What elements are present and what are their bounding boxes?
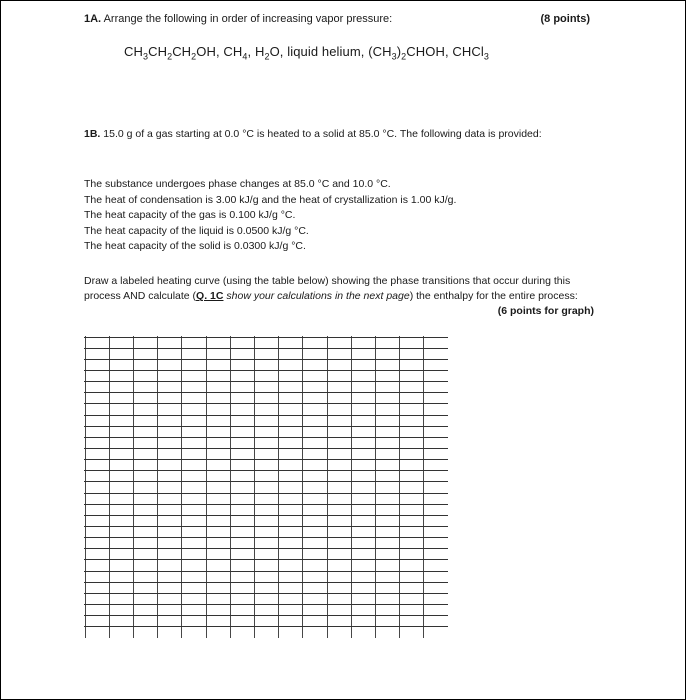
compound-methane: $CH_4$ — [223, 44, 248, 62]
compound-chloroform: CHCl$_3$ — [452, 44, 489, 62]
compound-liquid-helium: liquid helium — [287, 44, 361, 59]
grid-lines — [84, 336, 448, 638]
question-1b — [84, 127, 564, 142]
question-1a-prompt: Arrange the following in order of increasing vapor pressure: — [103, 13, 393, 25]
question-1a-points: (8 points) — [540, 13, 590, 25]
compound-water: $H_2O$ — [254, 44, 280, 62]
question-1a — [84, 13, 594, 25]
compound-isopropanol: $(CH_3)_2CHOH$ — [368, 44, 445, 62]
graph-points: (6 points for graph) — [497, 305, 594, 317]
question-1b-label: 1B. — [84, 128, 101, 140]
question-1a-label: 1A. — [84, 13, 102, 25]
question-1b-text: 15.0 g of a gas starting at 0.0 °C is heated to a solid at 85.0 °C. The following data is provided: — [103, 128, 542, 140]
question-reference: Q. 1C — [196, 290, 224, 302]
compound-list: $CH_3CH_2CH_2OH$, $CH_4$, $H_2O$, liquid helium, $(CH_3)_2CHOH$, CHCl$_3$ — [124, 44, 489, 62]
data-line-solid-heat-capacity: The heat capacity of the solid is 0.0300 kJ/g °C. — [84, 240, 306, 252]
compound-propanol: $CH_3CH_2CH_2OH$ — [124, 44, 216, 62]
data-line-gas-heat-capacity: The heat capacity of the gas is 0.100 kJ/g °C. — [84, 209, 296, 221]
data-line-heats: The heat of condensation is 3.00 kJ/g and the heat of crystallization is 1.00 kJ/g. — [84, 193, 457, 206]
heating-curve-grid[interactable] — [84, 336, 448, 638]
data-line-phase-changes: The substance undergoes phase changes at 85.0 °C and 10.0 °C. — [84, 178, 391, 190]
graph-instructions: Draw a labeled heating curve (using the table below) showing the phase transitions that occur during this process AND calculate (Q. 1C show your calculations in the next page) the enthalpy for the entire process: (6 points for graph) — [84, 275, 594, 317]
data-line-liquid-heat-capacity: The heat capacity of the liquid is 0.0500 kJ/g °C. — [84, 224, 309, 237]
given-data — [84, 177, 584, 255]
